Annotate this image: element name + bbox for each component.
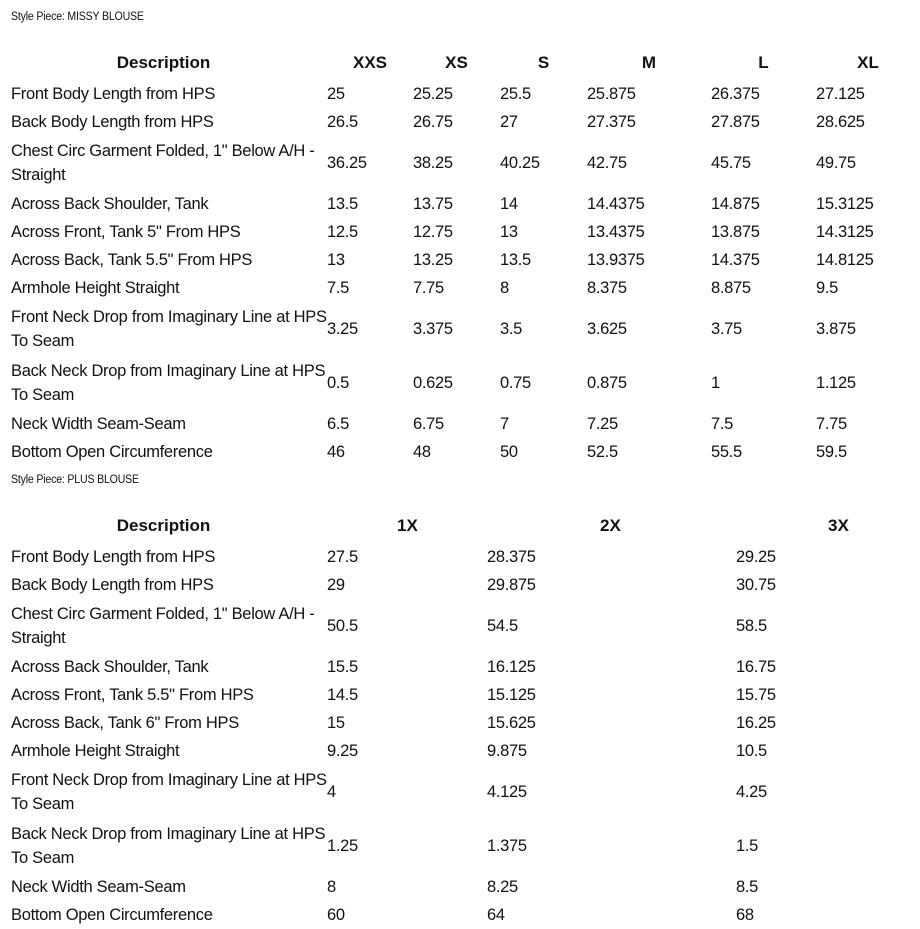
table-row [0,737,920,765]
cell-value: 8.875 [711,279,751,297]
row-description: Back Neck Drop from Imaginary Line at HPS To Seam [11,825,326,867]
cell-value: 9.5 [816,279,839,297]
row-description: Across Back Shoulder, Tank [11,195,209,213]
row-description: Neck Width Seam-Seam [11,878,186,896]
cell-value: 14.4375 [587,195,645,213]
cell-value: 7 [500,415,509,433]
cell-value: 58.5 [736,617,767,635]
missy-header-row [0,44,920,80]
cell-value: 16.75 [736,658,776,676]
cell-value: 6.5 [327,415,350,433]
cell-value: 1.5 [736,837,759,855]
missy-header-xl: XL [857,53,879,72]
cell-value: 50 [500,443,518,461]
missy-header-s: S [537,53,550,72]
row-description: Armhole Height Straight [11,279,180,297]
cell-value: 1.375 [487,837,527,855]
cell-value: 15.75 [736,686,776,704]
cell-value: 9.25 [327,742,358,760]
cell-value: 8.5 [736,878,759,896]
plus-header-3x: 3X [828,516,849,535]
row-description: Back Body Length from HPS [11,576,214,594]
cell-value: 15 [327,714,345,732]
cell-value: 0.5 [327,374,350,392]
cell-value: 14.8125 [816,251,874,269]
cell-value: 8.25 [487,878,518,896]
cell-value: 3.625 [587,320,627,338]
cell-value: 0.75 [500,374,531,392]
table-row [0,302,920,356]
cell-value: 46 [327,443,345,461]
cell-value: 7.75 [413,279,444,297]
cell-value: 68 [736,906,754,924]
cell-value: 29.25 [736,548,776,566]
cell-value: 28.625 [816,113,865,131]
cell-value: 14 [500,195,518,213]
table-row [0,438,920,466]
table-row [0,873,920,901]
cell-value: 8 [327,878,336,896]
cell-value: 1 [711,374,720,392]
cell-value: 30.75 [736,576,776,594]
row-description: Back Neck Drop from Imaginary Line at HPS To Seam [11,362,326,404]
table-row [0,80,920,108]
row-description: Across Back Shoulder, Tank [11,658,209,676]
cell-value: 27 [500,113,518,131]
cell-value: 12.5 [327,223,358,241]
row-description: Chest Circ Garment Folded, 1" Below A/H - Straight [11,605,315,647]
cell-value: 29 [327,576,345,594]
cell-value: 7.25 [587,415,618,433]
row-description: Neck Width Seam-Seam [11,415,186,433]
cell-value: 64 [487,906,505,924]
cell-value: 1.125 [816,374,856,392]
cell-value: 52.5 [587,443,618,461]
row-description: Across Back, Tank 5.5" From HPS [11,251,253,269]
plus-header-description: Description [116,516,211,535]
cell-value: 29.875 [487,576,536,594]
cell-value: 26.375 [711,85,760,103]
table-row [0,410,920,438]
row-description: Bottom Open Circumference [11,906,213,924]
missy-header-m: M [641,53,657,72]
missy-header-xs: XS [445,53,468,72]
cell-value: 14.3125 [816,223,874,241]
cell-value: 4.125 [487,783,527,801]
cell-value: 0.875 [587,374,627,392]
missy-header-l: L [758,53,769,72]
cell-value: 59.5 [816,443,847,461]
cell-value: 12.75 [413,223,453,241]
table-row [0,819,920,873]
cell-value: 13.875 [711,223,760,241]
cell-value: 28.375 [487,548,536,566]
cell-value: 4 [327,783,336,801]
cell-value: 25.25 [413,85,453,103]
cell-value: 3.375 [413,320,453,338]
cell-value: 15.5 [327,658,358,676]
cell-value: 13.4375 [587,223,645,241]
cell-value: 13.9375 [587,251,645,269]
cell-value: 13.25 [413,251,453,269]
cell-value: 27.375 [587,113,636,131]
table-row [0,653,920,681]
cell-value: 10.5 [736,742,767,760]
cell-value: 14.375 [711,251,760,269]
cell-value: 25.5 [500,85,531,103]
cell-value: 7.5 [327,279,350,297]
row-description: Armhole Height Straight [11,742,180,760]
cell-value: 1.25 [327,837,358,855]
cell-value: 4.25 [736,783,767,801]
cell-value: 60 [327,906,345,924]
cell-value: 48 [413,443,431,461]
cell-value: 15.125 [487,686,536,704]
row-description: Chest Circ Garment Folded, 1" Below A/H - Straight [11,142,315,184]
cell-value: 9.875 [487,742,527,760]
table-row [0,136,920,190]
cell-value: 42.75 [587,154,627,172]
cell-value: 54.5 [487,617,518,635]
cell-value: 27.5 [327,548,358,566]
row-description: Across Front, Tank 5" From HPS [11,223,241,241]
cell-value: 13 [327,251,345,269]
plus-header-1x: 1X [397,516,418,535]
missy-spec-table [0,44,920,466]
cell-value: 36.25 [327,154,367,172]
row-description: Front Neck Drop from Imaginary Line at HPS To Seam [11,771,327,813]
row-description: Bottom Open Circumference [11,443,213,461]
cell-value: 15.3125 [816,195,874,213]
cell-value: 45.75 [711,154,751,172]
cell-value: 38.25 [413,154,453,172]
missy-header-xxs: XXS [352,53,388,72]
cell-value: 14.875 [711,195,760,213]
row-description: Across Back, Tank 6" From HPS [11,714,239,732]
cell-value: 27.125 [816,85,865,103]
plus-header-row [0,507,920,543]
table-row [0,190,920,218]
cell-value: 7.75 [816,415,847,433]
cell-value: 50.5 [327,617,358,635]
cell-value: 49.75 [816,154,856,172]
cell-value: 7.5 [711,415,734,433]
cell-value: 8 [500,279,509,297]
table-row [0,543,920,571]
cell-value: 6.75 [413,415,444,433]
cell-value: 55.5 [711,443,742,461]
row-description: Front Neck Drop from Imaginary Line at HPS To Seam [11,308,327,350]
table-row [0,274,920,302]
row-description: Across Front, Tank 5.5" From HPS [11,686,254,704]
table-row [0,765,920,819]
cell-value: 15.625 [487,714,536,732]
table-row [0,108,920,136]
cell-value: 16.25 [736,714,776,732]
cell-value: 16.125 [487,658,536,676]
cell-value: 0.625 [413,374,453,392]
row-description: Back Body Length from HPS [11,113,214,131]
cell-value: 40.25 [500,154,540,172]
table-row [0,599,920,653]
missy-header-description: Description [116,53,211,72]
cell-value: 3.25 [327,320,358,338]
plus-style-label: Style Piece: PLUS BLOUSE [11,474,139,486]
cell-value: 3.5 [500,320,523,338]
cell-value: 13 [500,223,518,241]
plus-spec-table [0,507,920,929]
table-row [0,356,920,410]
cell-value: 14.5 [327,686,358,704]
table-row [0,246,920,274]
cell-value: 8.375 [587,279,627,297]
table-row [0,901,920,929]
cell-value: 13.5 [327,195,358,213]
cell-value: 27.875 [711,113,760,131]
cell-value: 3.875 [816,320,856,338]
row-description: Front Body Length from HPS [11,548,216,566]
cell-value: 26.75 [413,113,453,131]
cell-value: 13.5 [500,251,531,269]
table-row [0,218,920,246]
cell-value: 25 [327,85,345,103]
cell-value: 13.75 [413,195,453,213]
cell-value: 25.875 [587,85,636,103]
row-description: Front Body Length from HPS [11,85,216,103]
missy-style-label: Style Piece: MISSY BLOUSE [11,11,144,23]
cell-value: 26.5 [327,113,358,131]
table-row [0,571,920,599]
plus-header-2x: 2X [600,516,621,535]
cell-value: 3.75 [711,320,742,338]
table-row [0,681,920,709]
table-row [0,709,920,737]
